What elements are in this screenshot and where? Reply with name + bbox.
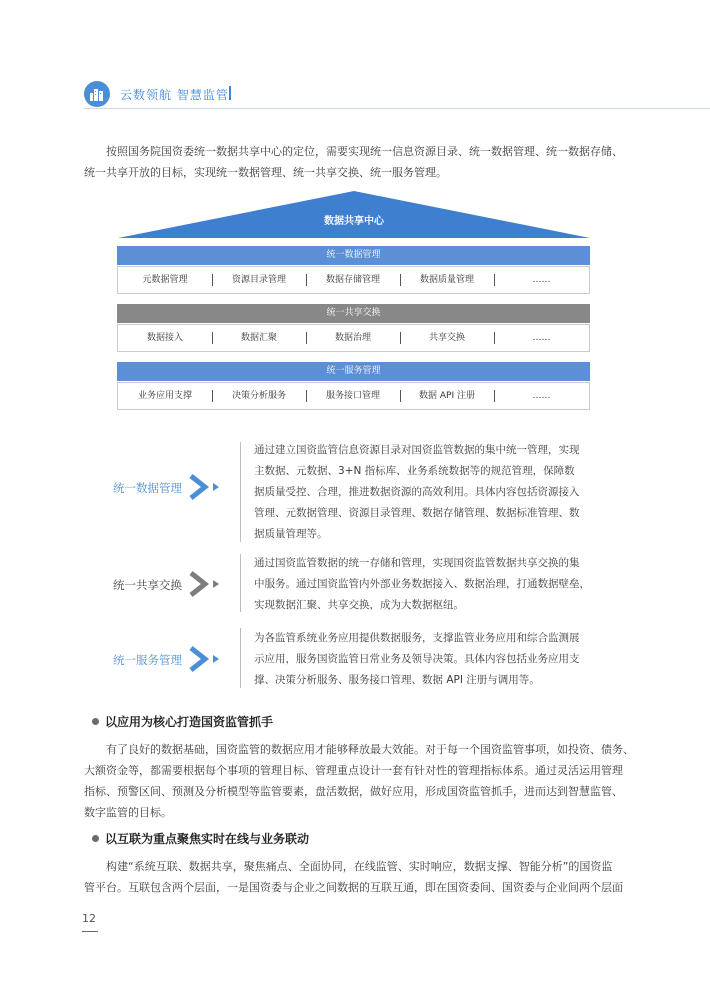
band-item: 数据接入: [146, 333, 183, 343]
detail-divider: [240, 554, 241, 612]
band-item: 决策分析服务: [231, 391, 286, 401]
detail-line: 通过国资监管数据的统一存储和管理，实现国资监管数据共享交换的集: [254, 557, 580, 569]
section-line: 构建“系统互联、数据共享，聚焦痛点、全面协同，在线监管、实时响应，数据支撑、智能分析”的国资监: [106, 860, 613, 873]
band-items-row: [117, 382, 590, 410]
detail-label: 统一服务管理: [113, 653, 182, 667]
roof-label: 数据共享中心: [324, 216, 384, 227]
detail-text: [254, 553, 590, 616]
chevron-right-icon: [188, 646, 224, 672]
intro-line: 按照国务院国资委统一数据共享中心的定位，需要实现统一信息资源目录、统一数据管理、统一数据存储、: [106, 145, 623, 158]
section-line: 管平台。互联包含两个层面，一是国资委与企业之间数据的互联互通，即在国资委间、国资委与企业间两个层面: [84, 881, 623, 894]
detail-line: 实现数据汇聚、共享交换，成为大数据枢纽。: [254, 599, 464, 611]
detail-line: 据质量受控、合理，推进数据资源的高效利用。具体内容包括资源接入: [254, 486, 580, 498]
band-item: 数据治理: [334, 333, 371, 343]
section-paragraph: [84, 739, 634, 823]
detail-line: 示应用，服务国资监管日常业务及领导决策。具体内容包括业务应用支: [254, 653, 580, 665]
bullet-dot-icon: [92, 835, 99, 842]
section-heading: [92, 713, 273, 730]
city-buildings-icon: [89, 86, 105, 102]
page-number: 12: [82, 912, 96, 925]
detail-line: 据质量管理等。: [254, 528, 328, 540]
detail-label: 统一共享交换: [113, 578, 182, 592]
band-header: 统一共享交换: [117, 304, 590, 323]
band-item: 数据质量管理: [419, 275, 474, 285]
band-item: 业务应用支撑: [137, 391, 192, 401]
chevron-right-icon: [188, 474, 224, 500]
detail-label: 统一数据管理: [113, 481, 182, 495]
band-item: 数据汇聚: [240, 333, 277, 343]
detail-line: 中服务。通过国资监管内外部业务数据接入、数据治理，打通数据壁垒，: [254, 578, 590, 590]
section-line: 大额资金等，都需要根据每个事项的管理目标、管理重点设计一套有针对性的管理指标体系。通过灵活运用管理: [84, 764, 623, 777]
intro-line: 统一共享开放的目标，实现统一数据管理、统一共享交换、统一服务管理。: [84, 166, 447, 179]
section-heading: [92, 830, 309, 847]
detail-line: 通过建立国资监管信息资源目录对国资监管数据的集中统一管理，实现: [254, 444, 580, 456]
detail-line: 主数据、元数据、3+N 指标库、业务系统数据等的规范管理，保障数: [254, 465, 575, 477]
section-line: 有了良好的数据基础，国资监管的数据应用才能够释放最大效能。对于每一个国资监管事项，如投资、债务、: [106, 743, 634, 756]
band-item: 数据存储管理: [325, 275, 380, 285]
band-item: ……: [532, 333, 551, 343]
detail-text: [254, 628, 590, 691]
band-item: 数据 API 注册: [419, 391, 475, 401]
band-item: ……: [532, 275, 551, 285]
section-line: 数字监管的目标。: [84, 806, 172, 819]
header-title: 云数领航 智慧监管: [120, 88, 229, 102]
chevron-right-icon: [188, 571, 224, 597]
detail-divider: [240, 442, 241, 542]
section-paragraph: [84, 856, 626, 898]
band-items-row: [117, 324, 590, 352]
detail-divider: [240, 628, 241, 688]
section-line: 指标、预警区间、预测及分析模型等监管要素，盘活数据，做好应用，形成国资监管抓手，进而达到智慧监管、: [84, 785, 623, 798]
band-item: 资源目录管理: [231, 275, 286, 285]
page-number-rule: [82, 931, 98, 932]
band-item: 共享交换: [428, 333, 465, 343]
band-header: 统一数据管理: [117, 246, 590, 265]
detail-line: 管理、元数据管理、资源目录管理、数据存储管理、数据标准管理、数: [254, 507, 580, 519]
bullet-dot-icon: [92, 718, 99, 725]
band-item: 元数据管理: [142, 275, 188, 285]
logo-badge: [84, 81, 110, 107]
detail-line: 为各监管系统业务应用提供数据服务，支撑监管业务应用和综合监测展: [254, 632, 580, 644]
section-heading-text: 以应用为核心打造国资监管抓手: [105, 715, 274, 729]
header-rule: [84, 108, 710, 109]
band-item: ……: [532, 391, 551, 401]
header-divider: [229, 86, 231, 100]
band-header: 统一服务管理: [117, 362, 590, 381]
section-heading-text: 以互联为重点聚焦实时在线与业务联动: [105, 832, 310, 846]
detail-text: [254, 440, 590, 545]
band-items-row: [117, 266, 590, 294]
band-item: 服务接口管理: [325, 391, 380, 401]
detail-line: 撑、决策分析服务、服务接口管理、数据 API 注册与调用等。: [254, 674, 540, 686]
intro-paragraph: [84, 141, 626, 183]
